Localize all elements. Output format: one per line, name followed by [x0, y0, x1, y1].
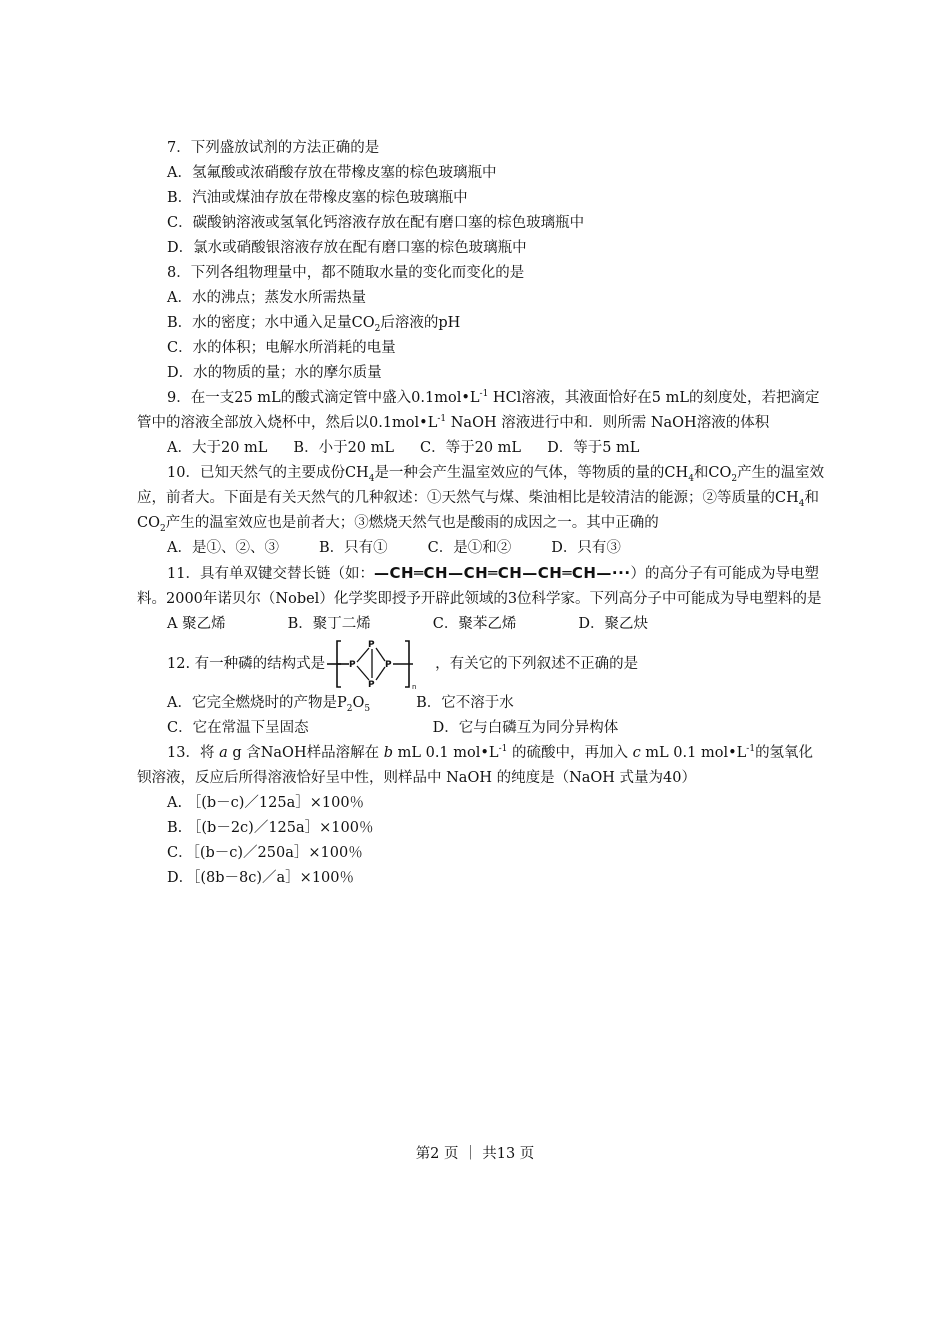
q11-text-2: ）的高分子有可能成为导电塑料。2000年诺贝尔（Nobel）化学奖即授予开辟此领域的3位科学家。下列高分子中可能成为导电塑料的是	[137, 566, 822, 607]
q13-var-b: b	[383, 745, 393, 761]
q10-option-b: B．只有①	[318, 540, 388, 556]
q11-stem	[137, 561, 827, 612]
polyene-chain-formula: —CH═CH—CH═CH—CH═CH—···	[373, 564, 631, 582]
q12-options-cd	[137, 716, 827, 741]
q10-sub-3: 2	[731, 473, 738, 484]
q10-stem	[137, 461, 827, 536]
q9-stem	[137, 386, 827, 436]
q7-option-c: C．碳酸钠溶液或氢氧化钙溶液存放在配有磨口塞的棕色玻璃瓶中	[167, 215, 585, 231]
phosphorus-polymer-structure-icon	[327, 637, 433, 691]
q9-sup-2: -1	[437, 414, 447, 425]
q10-sub-5: 2	[159, 523, 166, 534]
q13-text-4: 的硫酸中，再加入	[507, 745, 633, 761]
q13-var-c: c	[632, 745, 641, 761]
q7-option-a: A．氢氟酸或浓硝酸存放在带橡皮塞的棕色玻璃瓶中	[167, 165, 497, 181]
q12-option-c: C．它在常温下呈固态	[167, 720, 309, 736]
q11-options	[137, 612, 827, 637]
q10-sub-2: 4	[688, 473, 694, 484]
q13-text-3: mL 0.1 mol•L	[393, 745, 499, 761]
page-footer: 第2 页 ｜ 共13 页	[415, 1146, 535, 1162]
q12-stem	[137, 637, 827, 691]
struct-subscript-n: n	[412, 683, 417, 691]
q8-stem: 8．下列各组物理量中，都不随取水量的变化而变化的是	[167, 265, 525, 281]
q9-option-c: C．等于20 mL	[420, 440, 522, 456]
q12-a-sub-2: 5	[364, 703, 371, 714]
q13-text-5: mL 0.1 mol•L	[640, 745, 747, 761]
q9-text-1: 9．在一支25 mL的酸式滴定管中盛入0.1mol•L	[167, 390, 480, 406]
q12-a-sub-1: 2	[346, 703, 353, 714]
q7-stem: 7．下列盛放试剂的方法正确的是	[167, 140, 380, 156]
q12-text-2: ，有关它的下列叙述不正确的是	[435, 656, 639, 672]
q10-text-5: 和CO	[137, 490, 819, 531]
q10-option-a: A．是①、②、③	[167, 540, 279, 556]
q9-options	[137, 436, 827, 461]
q9-option-d: D．等于5 mL	[547, 440, 640, 456]
q13-text-6: 的氢氧化钡溶液，反应后所得溶液恰好呈中性，则样品中 NaOH 的纯度是（NaOH 式量为40）	[137, 745, 814, 786]
q11-text-1: 11．具有单双键交替长链（如：	[167, 566, 374, 582]
q11-option-a: A 聚乙烯	[167, 616, 226, 632]
q12-option-b: B．它不溶于水	[416, 695, 514, 711]
q8-option-c: C．水的体积；电解水所消耗的电量	[167, 340, 396, 356]
q10-text-4: 产生的温室效应，前者大。下面是有关天然气的几种叙述：①天然气与煤、柴油相比是较清洁的能源；②等质量的CH	[137, 465, 825, 506]
q10-sub-1: 4	[368, 473, 375, 484]
q9-text-3: NaOH 溶液进行中和．则所需 NaOH溶液的体积	[446, 415, 770, 431]
q13-text-2: g 含NaOH样品溶解在	[227, 745, 384, 761]
q13-option-c: C．［(b－c)／250a］×100％	[167, 845, 363, 861]
q9-sup-1: -1	[479, 389, 489, 400]
q10-option-d: D．只有③	[551, 540, 621, 556]
q9-option-b: B．小于20 mL	[293, 440, 395, 456]
q13-sup-1: -1	[498, 744, 508, 755]
question-content	[137, 136, 827, 891]
q12-options-ab	[137, 691, 827, 716]
q10-option-c: C．是①和②	[427, 540, 512, 556]
q10-sub-4: 4	[798, 498, 805, 509]
q8-b-sub: 2	[374, 323, 381, 334]
q10-text-6: 产生的温室效应也是前者大；③燃烧天然气也是酸雨的成因之一。其中正确的	[165, 515, 659, 531]
q10-options	[137, 536, 827, 561]
struct-p-bottom: P	[368, 680, 375, 690]
q13-option-d: D．［(8b－8c)／a］×100％	[167, 870, 355, 886]
struct-p-top: P	[368, 640, 375, 650]
struct-p-left: P	[349, 660, 356, 670]
q11-option-d: D．聚乙炔	[578, 616, 648, 632]
struct-p-right: P	[385, 660, 392, 670]
q9-text-2: HCl溶液，其液面恰好在5 mL的刻度处，若把滴定管中的溶液全部放入烧杯中，然后以0.1mol•L	[137, 390, 820, 431]
q13-sup-2: -1	[746, 744, 756, 755]
q7-option-d: D．氯水或硝酸银溶液存放在配有磨口塞的棕色玻璃瓶中	[167, 240, 527, 256]
q9-option-a: A．大于20 mL	[167, 440, 268, 456]
q12-option-a	[167, 695, 371, 714]
q10-text-1: 10．已知天然气的主要成份CH	[167, 465, 369, 481]
q12-text-1: 12. 有一种磷的结构式是	[167, 656, 326, 672]
q13-text-1: 13．将	[167, 745, 220, 761]
q8-option-b	[137, 311, 827, 336]
q12-a-o: O	[352, 695, 365, 711]
q11-option-c: C．聚苯乙烯	[432, 616, 517, 632]
q10-text-3: 和CO	[693, 465, 732, 481]
q13-stem	[137, 741, 827, 791]
q8-b-text-end: 后溶液的pH	[380, 315, 461, 331]
q7-option-b: B．汽油或煤油存放在带橡皮塞的棕色玻璃瓶中	[167, 190, 468, 206]
q8-option-d: D．水的物质的量；水的摩尔质量	[167, 365, 382, 381]
q13-var-a: a	[219, 745, 228, 761]
q13-option-b: B. ［(b－2c)／125a］×100％	[167, 820, 374, 836]
q12-option-d: D．它与白磷互为同分异构体	[432, 720, 619, 736]
q12-a-text: A．它完全燃烧时的产物是P	[167, 695, 347, 711]
q8-b-text: B．水的密度；水中通入足量CO	[167, 315, 375, 331]
q13-option-a: A. ［(b－c)／125a］×100％	[167, 795, 365, 811]
q11-option-b: B．聚丁二烯	[287, 616, 371, 632]
q10-text-2: 是一种会产生温室效应的气体，等物质的量的CH	[374, 465, 689, 481]
q8-option-a: A．水的沸点；蒸发水所需热量	[167, 290, 366, 306]
